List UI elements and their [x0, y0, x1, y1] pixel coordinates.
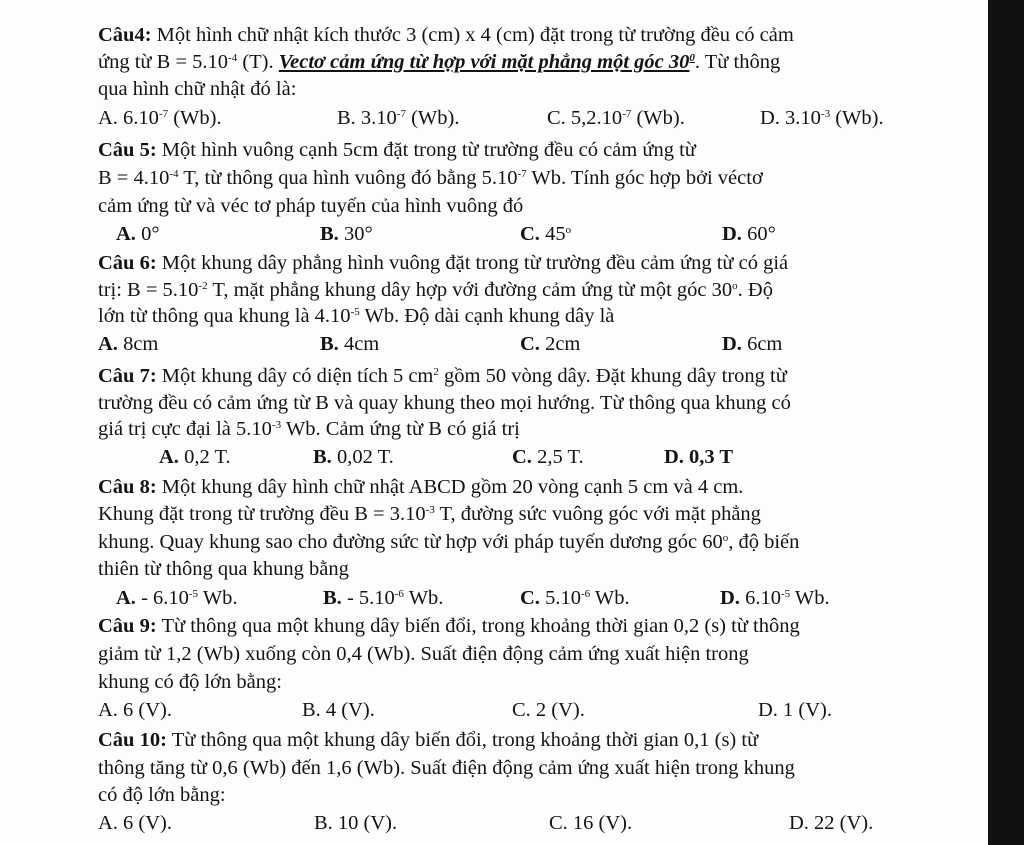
text-run: khung. Quay khung sao cho đường sức từ hợp với pháp tuyến dương góc 60 [98, 531, 723, 553]
bold-text: B. [323, 587, 342, 609]
text-run: 5.10 [539, 587, 581, 609]
text-run: qua hình chữ nhật đó là: [98, 78, 297, 100]
question-number: Câu 6: [98, 252, 157, 274]
answer-option [314, 810, 397, 836]
question-line [98, 165, 763, 191]
answer-option [313, 444, 394, 470]
answer-option [760, 105, 884, 131]
answer-option [549, 810, 632, 836]
answer-option [337, 105, 460, 131]
text-run: Wb. Tính góc hợp bởi véctơ [526, 167, 763, 189]
question-number: Câu4: [98, 24, 152, 46]
answer-option [512, 444, 584, 470]
answer-option [302, 697, 375, 723]
answer-option [98, 697, 172, 723]
question-line [98, 76, 296, 102]
superscript: -5 [780, 588, 791, 600]
superscript: -3 [820, 108, 831, 120]
text-run: Từ thông qua một khung dây biến đổi, trong khoảng thời gian 0,2 (s) từ thông [161, 615, 800, 637]
superscript: -5 [188, 588, 199, 600]
question-number: Câu 5: [98, 139, 157, 161]
emphasis-text: Vectơ cảm ứng từ hợp với mặt phẳng một góc 30 [278, 51, 690, 73]
text-run: có độ lớn bằng: [98, 784, 226, 806]
text-run: cảm ứng từ và véc tơ pháp tuyến của hình vuông đó [98, 195, 524, 217]
bold-text: B. [320, 333, 339, 355]
bold-text: D. 0,3 T [664, 446, 734, 468]
question-line [98, 613, 800, 639]
answer-options [0, 331, 988, 357]
superscript: -6 [394, 588, 404, 600]
superscript: -6 [580, 588, 591, 600]
answer-option [98, 105, 222, 131]
text-run: 8cm [117, 333, 159, 355]
text-run: Một khung dây hình chữ nhật ABCD gồm 20 vòng cạnh 5 cm và 4 cm. [161, 476, 744, 498]
answer-option [98, 331, 158, 357]
text-run: trường đều có cảm ứng từ B và quay khung theo mọi hướng. Từ thông qua khung có [98, 392, 791, 414]
text-run: B. 3.10 [337, 107, 397, 129]
question-line [98, 556, 349, 582]
question-line [98, 390, 791, 416]
text-run: C. 2 (V). [512, 699, 585, 721]
bold-text: A. [159, 446, 179, 468]
answer-option [116, 585, 238, 611]
bold-text: D. [722, 333, 742, 355]
question-line [98, 782, 226, 808]
text-run: C. 5,2.10 [547, 107, 623, 129]
superscript: -7 [517, 168, 527, 180]
text-run: thông tăng từ 0,6 (Wb) đến 1,6 (Wb). Suất điện động cảm ứng xuất hiện trong khung [98, 757, 795, 779]
text-run: T, từ thông qua hình vuông đó bằng 5.10 [178, 167, 518, 189]
question-line [98, 529, 799, 555]
question-line [98, 641, 749, 667]
question-line [98, 669, 282, 695]
text-run: A. 6.10 [98, 107, 159, 129]
superscript: -7 [622, 108, 632, 120]
superscript: -2 [198, 280, 208, 292]
question-line [98, 303, 614, 329]
question-line [98, 277, 773, 303]
question-line [98, 501, 761, 527]
text-run: T, đường sức vuông góc với mặt phẳng [434, 503, 761, 525]
text-run: - 6.10 [135, 587, 189, 609]
text-run: khung có độ lớn bằng: [98, 671, 282, 693]
question-number: Câu 7: [98, 365, 157, 387]
text-run: giảm từ 1,2 (Wb) xuống còn 0,4 (Wb). Suất điện động cảm ứng xuất hiện trong [98, 643, 749, 665]
question-line [98, 474, 743, 500]
question-line [98, 727, 758, 753]
superscript: -7 [158, 108, 169, 120]
superscript: -7 [396, 108, 406, 120]
answer-option [320, 331, 379, 357]
text-run: 30° [338, 223, 373, 245]
superscript: -3 [425, 504, 435, 516]
text-run: ứng từ B = 5.10 [98, 51, 229, 73]
text-run: D. 22 (V). [789, 812, 874, 834]
text-run: 6cm [741, 333, 783, 355]
question-number: Câu 8: [98, 476, 157, 498]
text-run: 2,5 T. [531, 446, 584, 468]
answer-option [159, 444, 231, 470]
text-run: D. 3.10 [760, 107, 821, 129]
question-line [98, 193, 523, 219]
question-number: Câu 10: [98, 729, 167, 751]
text-run: Wb. [403, 587, 444, 609]
answer-option [547, 105, 685, 131]
text-run: Từ thông qua một khung dây biến đổi, trong khoảng thời gian 0,1 (s) từ [171, 729, 759, 751]
question-line [98, 137, 696, 163]
question-line [98, 49, 780, 75]
text-run: trị: B = 5.10 [98, 279, 199, 301]
text-run: A. 6 (V). [98, 699, 173, 721]
superscript: o [732, 280, 738, 292]
text-run: Wb. [790, 587, 830, 609]
superscript: -4 [228, 52, 238, 64]
text-run: D. 1 (V). [758, 699, 833, 721]
superscript: -5 [350, 306, 360, 318]
text-run: gồm 50 vòng dây. Đặt khung dây trong từ [438, 365, 787, 387]
text-run: Một khung dây phẳng hình vuông đặt trong từ trường đều cảm ứng từ có giá [161, 252, 789, 274]
text-run: giá trị cực đại là 5.10 [98, 418, 272, 440]
text-run: 0,2 T. [178, 446, 231, 468]
text-run: B = 4.10 [98, 167, 170, 189]
text-run: (Wb). [830, 107, 884, 129]
text-run: (Wb). [405, 107, 460, 129]
text-run: 60° [741, 223, 776, 245]
answer-options [0, 105, 988, 131]
bold-text: D. [720, 587, 740, 609]
answer-option [520, 221, 571, 247]
question-number: Câu 9: [98, 615, 157, 637]
question-line [98, 363, 787, 389]
answer-option [116, 221, 160, 247]
text-run: 0,02 T. [331, 446, 394, 468]
answer-option [789, 810, 873, 836]
text-run: (Wb). [631, 107, 685, 129]
text-run: Một hình chữ nhật kích thước 3 (cm) x 4 (cm) đặt trong từ trường đều có cảm [156, 24, 794, 46]
question-line [98, 416, 520, 442]
text-run: Wb. [590, 587, 630, 609]
bold-text: D. [722, 223, 742, 245]
text-run: 2cm [539, 333, 581, 355]
superscript: -3 [271, 419, 282, 431]
answer-option [722, 331, 782, 357]
bold-text: A. [98, 333, 118, 355]
answer-option [98, 810, 172, 836]
answer-option [664, 444, 733, 470]
emphasis-superscript: 0 [689, 52, 695, 64]
answer-option [320, 221, 373, 247]
bold-text: C. [520, 223, 540, 245]
text-run: Khung đặt trong từ trường đều B = 3.10 [98, 503, 426, 525]
text-run: - 5.10 [341, 587, 395, 609]
answer-options [0, 810, 988, 836]
answer-option [722, 221, 776, 247]
question-line [98, 755, 795, 781]
text-run: Wb. [198, 587, 238, 609]
text-run: (Wb). [168, 107, 222, 129]
text-run: Một hình vuông cạnh 5cm đặt trong từ trường đều có cảm ứng từ [161, 139, 696, 161]
answer-option [520, 585, 630, 611]
answer-options [0, 444, 988, 470]
bold-text: A. [116, 223, 136, 245]
text-run: , độ biến [728, 531, 800, 553]
text-run: lớn từ thông qua khung là 4.10 [98, 305, 351, 327]
text-run: 6.10 [739, 587, 781, 609]
bold-text: B. [313, 446, 332, 468]
text-run: . Từ thông [694, 51, 781, 73]
answer-options [0, 585, 988, 611]
text-run: 0° [135, 223, 160, 245]
screen-edge [988, 0, 1024, 845]
answer-option [520, 331, 580, 357]
superscript: -4 [169, 168, 179, 180]
bold-text: B. [320, 223, 339, 245]
text-run: 4cm [338, 333, 380, 355]
text-run: Wb. Độ dài cạnh khung dây là [359, 305, 615, 327]
question-line [98, 250, 788, 276]
text-run: thiên từ thông qua khung bằng [98, 558, 349, 580]
text-run: Một khung dây có diện tích 5 cm [161, 365, 434, 387]
question-line [98, 22, 794, 48]
superscript: o [565, 224, 572, 236]
answer-options [0, 697, 988, 723]
text-run: (T). [237, 51, 279, 73]
answer-option [720, 585, 830, 611]
bold-text: C. [520, 587, 540, 609]
text-run: 45 [539, 223, 566, 245]
text-run: Wb. Cảm ứng từ B có giá trị [281, 418, 520, 440]
text-run: C. 16 (V). [549, 812, 633, 834]
superscript: 2 [433, 366, 439, 378]
bold-text: C. [512, 446, 532, 468]
answer-option [512, 697, 585, 723]
text-run: B. 10 (V). [314, 812, 398, 834]
text-run: . Độ [737, 279, 773, 301]
text-run: B. 4 (V). [302, 699, 375, 721]
answer-option [758, 697, 832, 723]
superscript: o [722, 532, 729, 544]
text-run: A. 6 (V). [98, 812, 173, 834]
bold-text: C. [520, 333, 540, 355]
bold-text: A. [116, 587, 136, 609]
text-run: T, mặt phẳng khung dây hợp với đường cảm ứng từ một góc 30 [207, 279, 733, 301]
answer-option [323, 585, 443, 611]
answer-options [0, 221, 988, 247]
